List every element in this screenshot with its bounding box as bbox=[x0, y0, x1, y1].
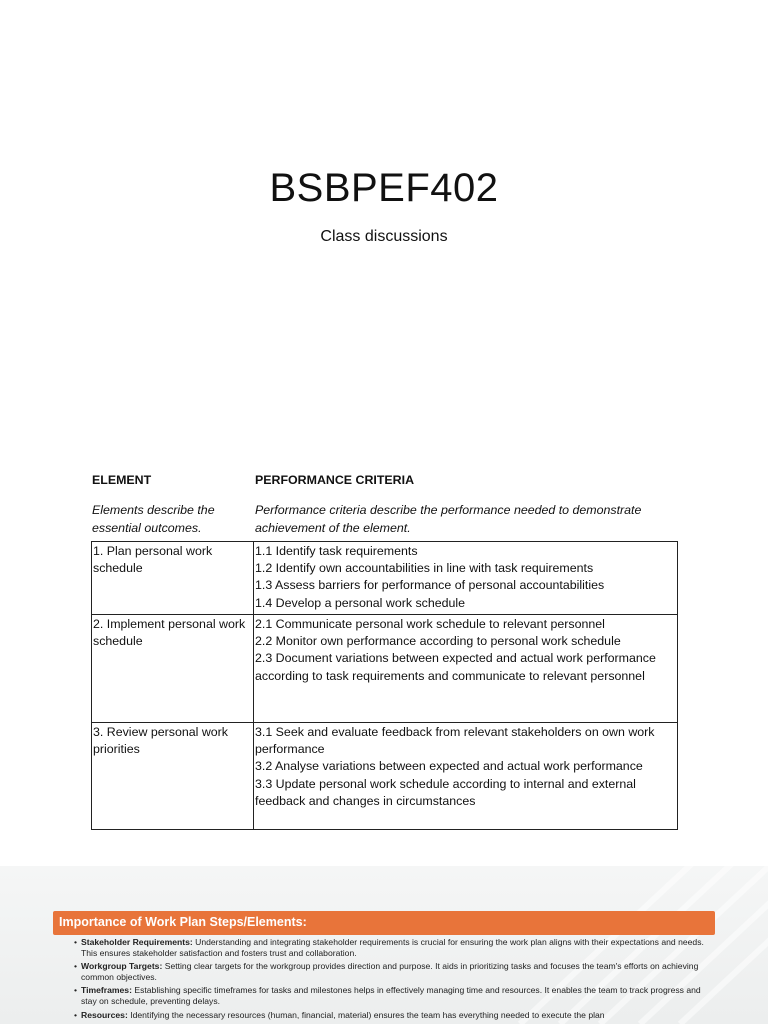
slide-bullet-list bbox=[74, 937, 714, 1023]
criteria-item: 2.1 Communicate personal work schedule to relevant personnel bbox=[255, 616, 605, 631]
table-body bbox=[91, 541, 678, 830]
page-subtitle: Class discussions bbox=[320, 228, 448, 245]
element-cell: 2. Implement personal work schedule bbox=[92, 615, 254, 722]
element-description: Elements describe the essential outcomes. bbox=[92, 503, 215, 535]
criteria-description: Performance criteria describe the performance needed to demonstrate achievement of the element. bbox=[255, 503, 642, 535]
table-row bbox=[92, 614, 677, 722]
header-performance-criteria: PERFORMANCE CRITERIA bbox=[255, 473, 415, 487]
bullet-term: Stakeholder Requirements: bbox=[81, 937, 193, 947]
criteria-cell bbox=[254, 542, 677, 614]
element-cell: 1. Plan personal work schedule bbox=[92, 542, 254, 614]
list-item bbox=[74, 937, 714, 958]
table-header bbox=[91, 470, 678, 537]
criteria-item: 2.2 Monitor own performance according to personal work schedule bbox=[255, 634, 621, 649]
criteria-item: 3.2 Analyse variations between expected and actual work performance bbox=[255, 759, 643, 774]
criteria-cell bbox=[254, 615, 677, 722]
bullet-term: Timeframes: bbox=[81, 985, 132, 996]
bullet-text: Understanding and integrating stakeholder requirements is crucial for ensuring the work plan aligns with their expectations and needs. This ensures stakeholder satisfaction and fosters trust and collaboration. bbox=[81, 937, 704, 958]
criteria-item: 2.3 Document variations between expected and actual work performance according to task requirements and communicate to relevant personnel bbox=[255, 651, 656, 683]
bullet-term: Resources: bbox=[81, 1009, 128, 1020]
table-row bbox=[92, 542, 677, 614]
criteria-cell bbox=[254, 723, 677, 829]
bullet-text: Identifying the necessary resources (human, financial, material) ensures the team has everything needed to execute the plan bbox=[130, 1009, 605, 1020]
slide-heading: Importance of Work Plan Steps/Elements: bbox=[53, 911, 715, 935]
criteria-item: 1.3 Assess barriers for performance of personal accountabilities bbox=[255, 578, 605, 593]
criteria-item: 1.2 Identify own accountabilities in line with task requirements bbox=[255, 561, 594, 576]
header-element: ELEMENT bbox=[92, 473, 152, 487]
element-cell: 3. Review personal work priorities bbox=[92, 723, 254, 829]
list-item bbox=[74, 961, 714, 982]
criteria-item: 3.3 Update personal work schedule according to internal and external feedback and changes in circumstances bbox=[255, 776, 636, 809]
bullet-term: Workgroup Targets: bbox=[81, 961, 163, 972]
list-item bbox=[74, 985, 714, 1006]
list-item bbox=[74, 1010, 714, 1021]
table-row bbox=[92, 722, 677, 829]
criteria-item: 1.1 Identify task requirements bbox=[255, 543, 418, 558]
page-title: BSBPEF402 bbox=[269, 166, 499, 210]
bullet-text: Establishing specific timeframes for tasks and milestones helps in effectively managing time and resources. It enables the team to track progress and stay on schedule, preventing delays. bbox=[81, 985, 701, 1006]
criteria-item: 3.1 Seek and evaluate feedback from relevant stakeholders on own work performance bbox=[255, 724, 655, 757]
criteria-table bbox=[91, 470, 678, 830]
bullet-text: Setting clear targets for the workgroup provides direction and purpose. It aids in prioritizing tasks and focuses the team's efforts on achieving common objectives. bbox=[81, 961, 699, 982]
criteria-item: 1.4 Develop a personal work schedule bbox=[255, 595, 466, 610]
